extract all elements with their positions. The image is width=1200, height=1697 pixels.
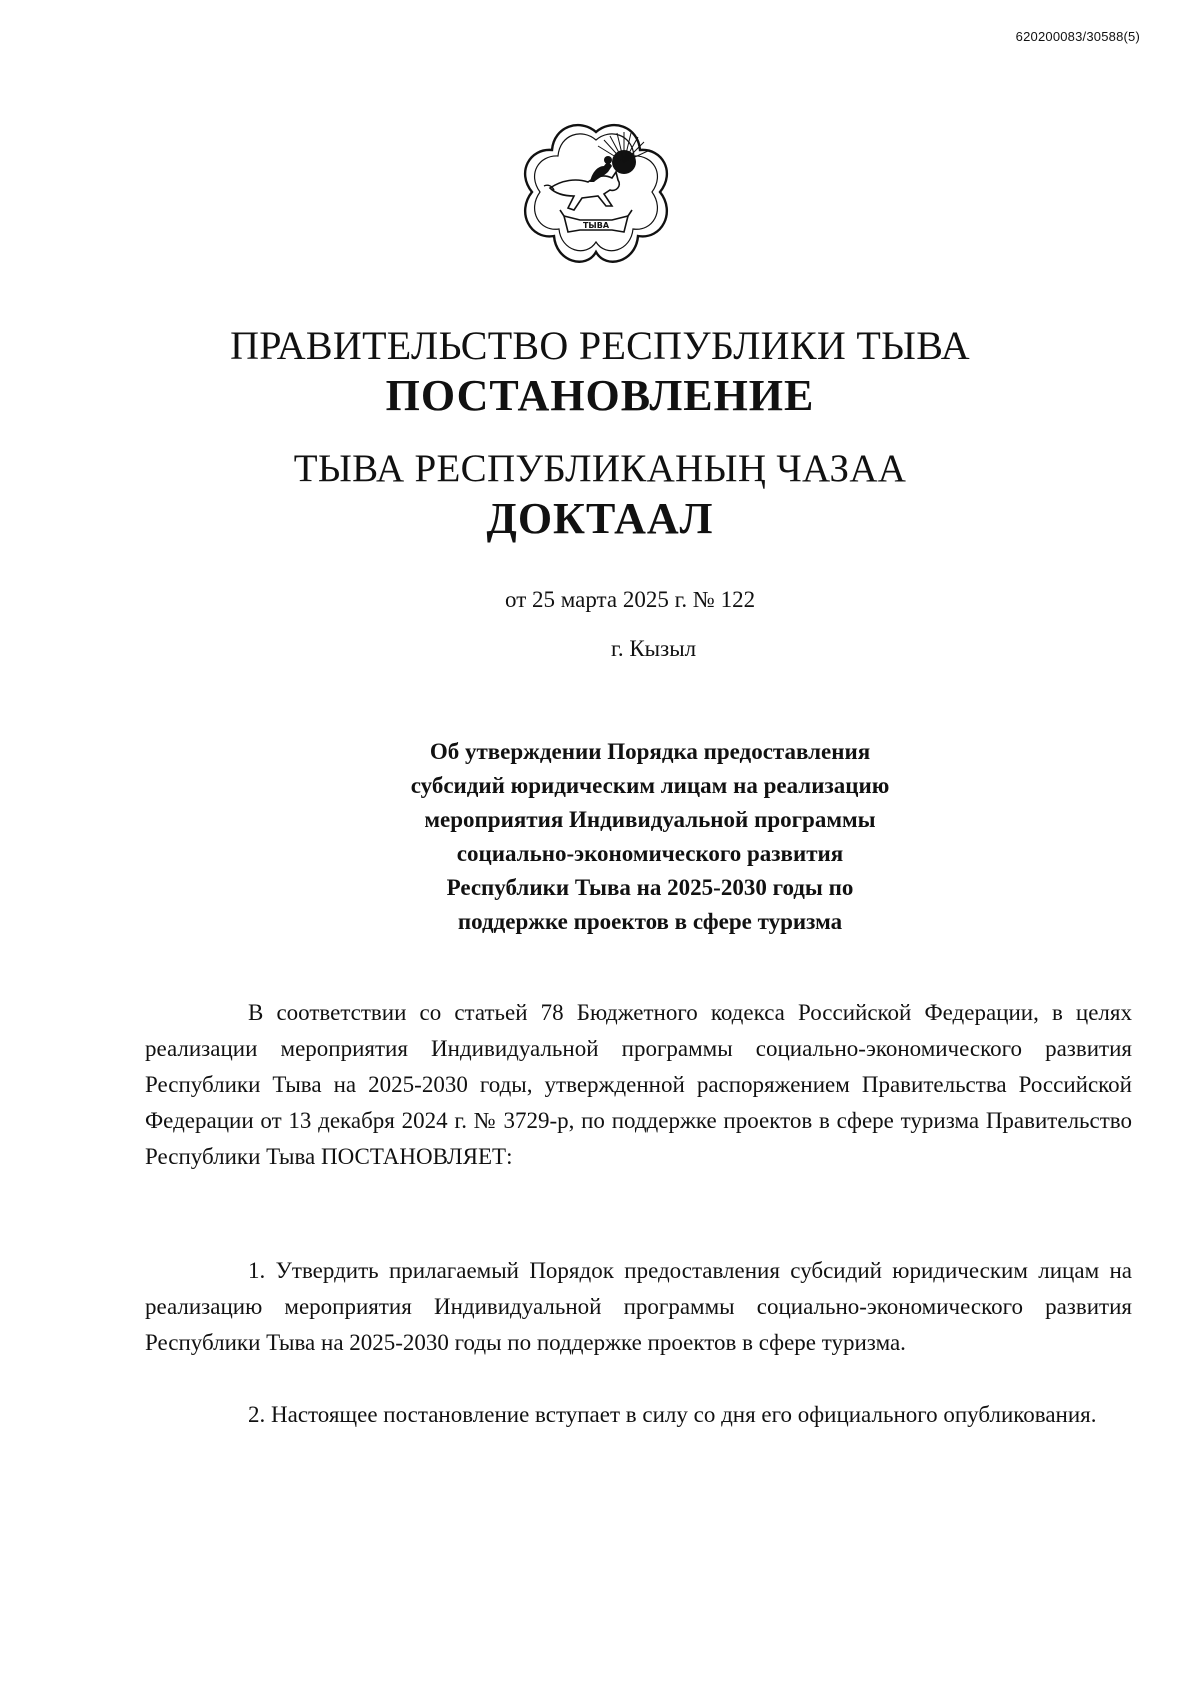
title-line: социально-экономического развития xyxy=(456,841,844,866)
coat-of-arms xyxy=(520,120,672,268)
tuva-coat-of-arms-icon xyxy=(520,120,672,268)
title-line: Республики Тыва на 2025-2030 годы по xyxy=(446,875,854,900)
decree-subject-title xyxy=(360,735,940,939)
title-line: поддержке проектов в сфере туризма xyxy=(457,909,843,934)
decree-title-ru: ПОСТАНОВЛЕНИЕ xyxy=(385,371,815,420)
decree-item-2: 2. Настоящее постановление вступает в силу со дня его официального опубликования. xyxy=(248,1402,1097,1427)
intro-paragraph: В соответствии со статьей 78 Бюджетного кодекса Российской Федерации, в целях реализации мероприятия Индивидуальной программы социально-экономического развития Республики Тыва на 2025-2030 годы, утвержденной распоряжением Правительства Российской Федерации от 13 декабря 2024 г. № 3729-р, по поддержке проектов в сфере туризма Правительство Республики Тыва ПОСТАНОВЛЯЕТ: xyxy=(145,1000,1132,1169)
decree-item-1: 1. Утвердить прилагаемый Порядок предоставления субсидий юридическим лицам на реализацию мероприятия Индивидуальной программы социально-экономического развития Республики Тыва на 2025-2030 годы по поддержке проектов в сфере туризма. xyxy=(145,1258,1132,1355)
document-code: 620200083/30588(5) xyxy=(1015,29,1140,44)
decree-city: г. Кызыл xyxy=(611,636,697,661)
decree-date-number: от 25 марта 2025 г. № 122 xyxy=(505,587,756,612)
emblem-ribbon-text: ТЫВА xyxy=(582,221,610,230)
title-line: мероприятия Индивидуальной программы xyxy=(424,807,876,832)
title-line: субсидий юридическим лицам на реализацию xyxy=(410,773,890,798)
decree-title-tv: ДОКТААЛ xyxy=(486,494,714,543)
government-title-ru: ПРАВИТЕЛЬСТВО РЕСПУБЛИКИ ТЫВА xyxy=(230,323,970,368)
government-title-tv: ТЫВА РЕСПУБЛИКАНЫҢ ЧАЗАА xyxy=(293,447,907,490)
title-line: Об утверждении Порядка предоставления xyxy=(429,739,871,764)
